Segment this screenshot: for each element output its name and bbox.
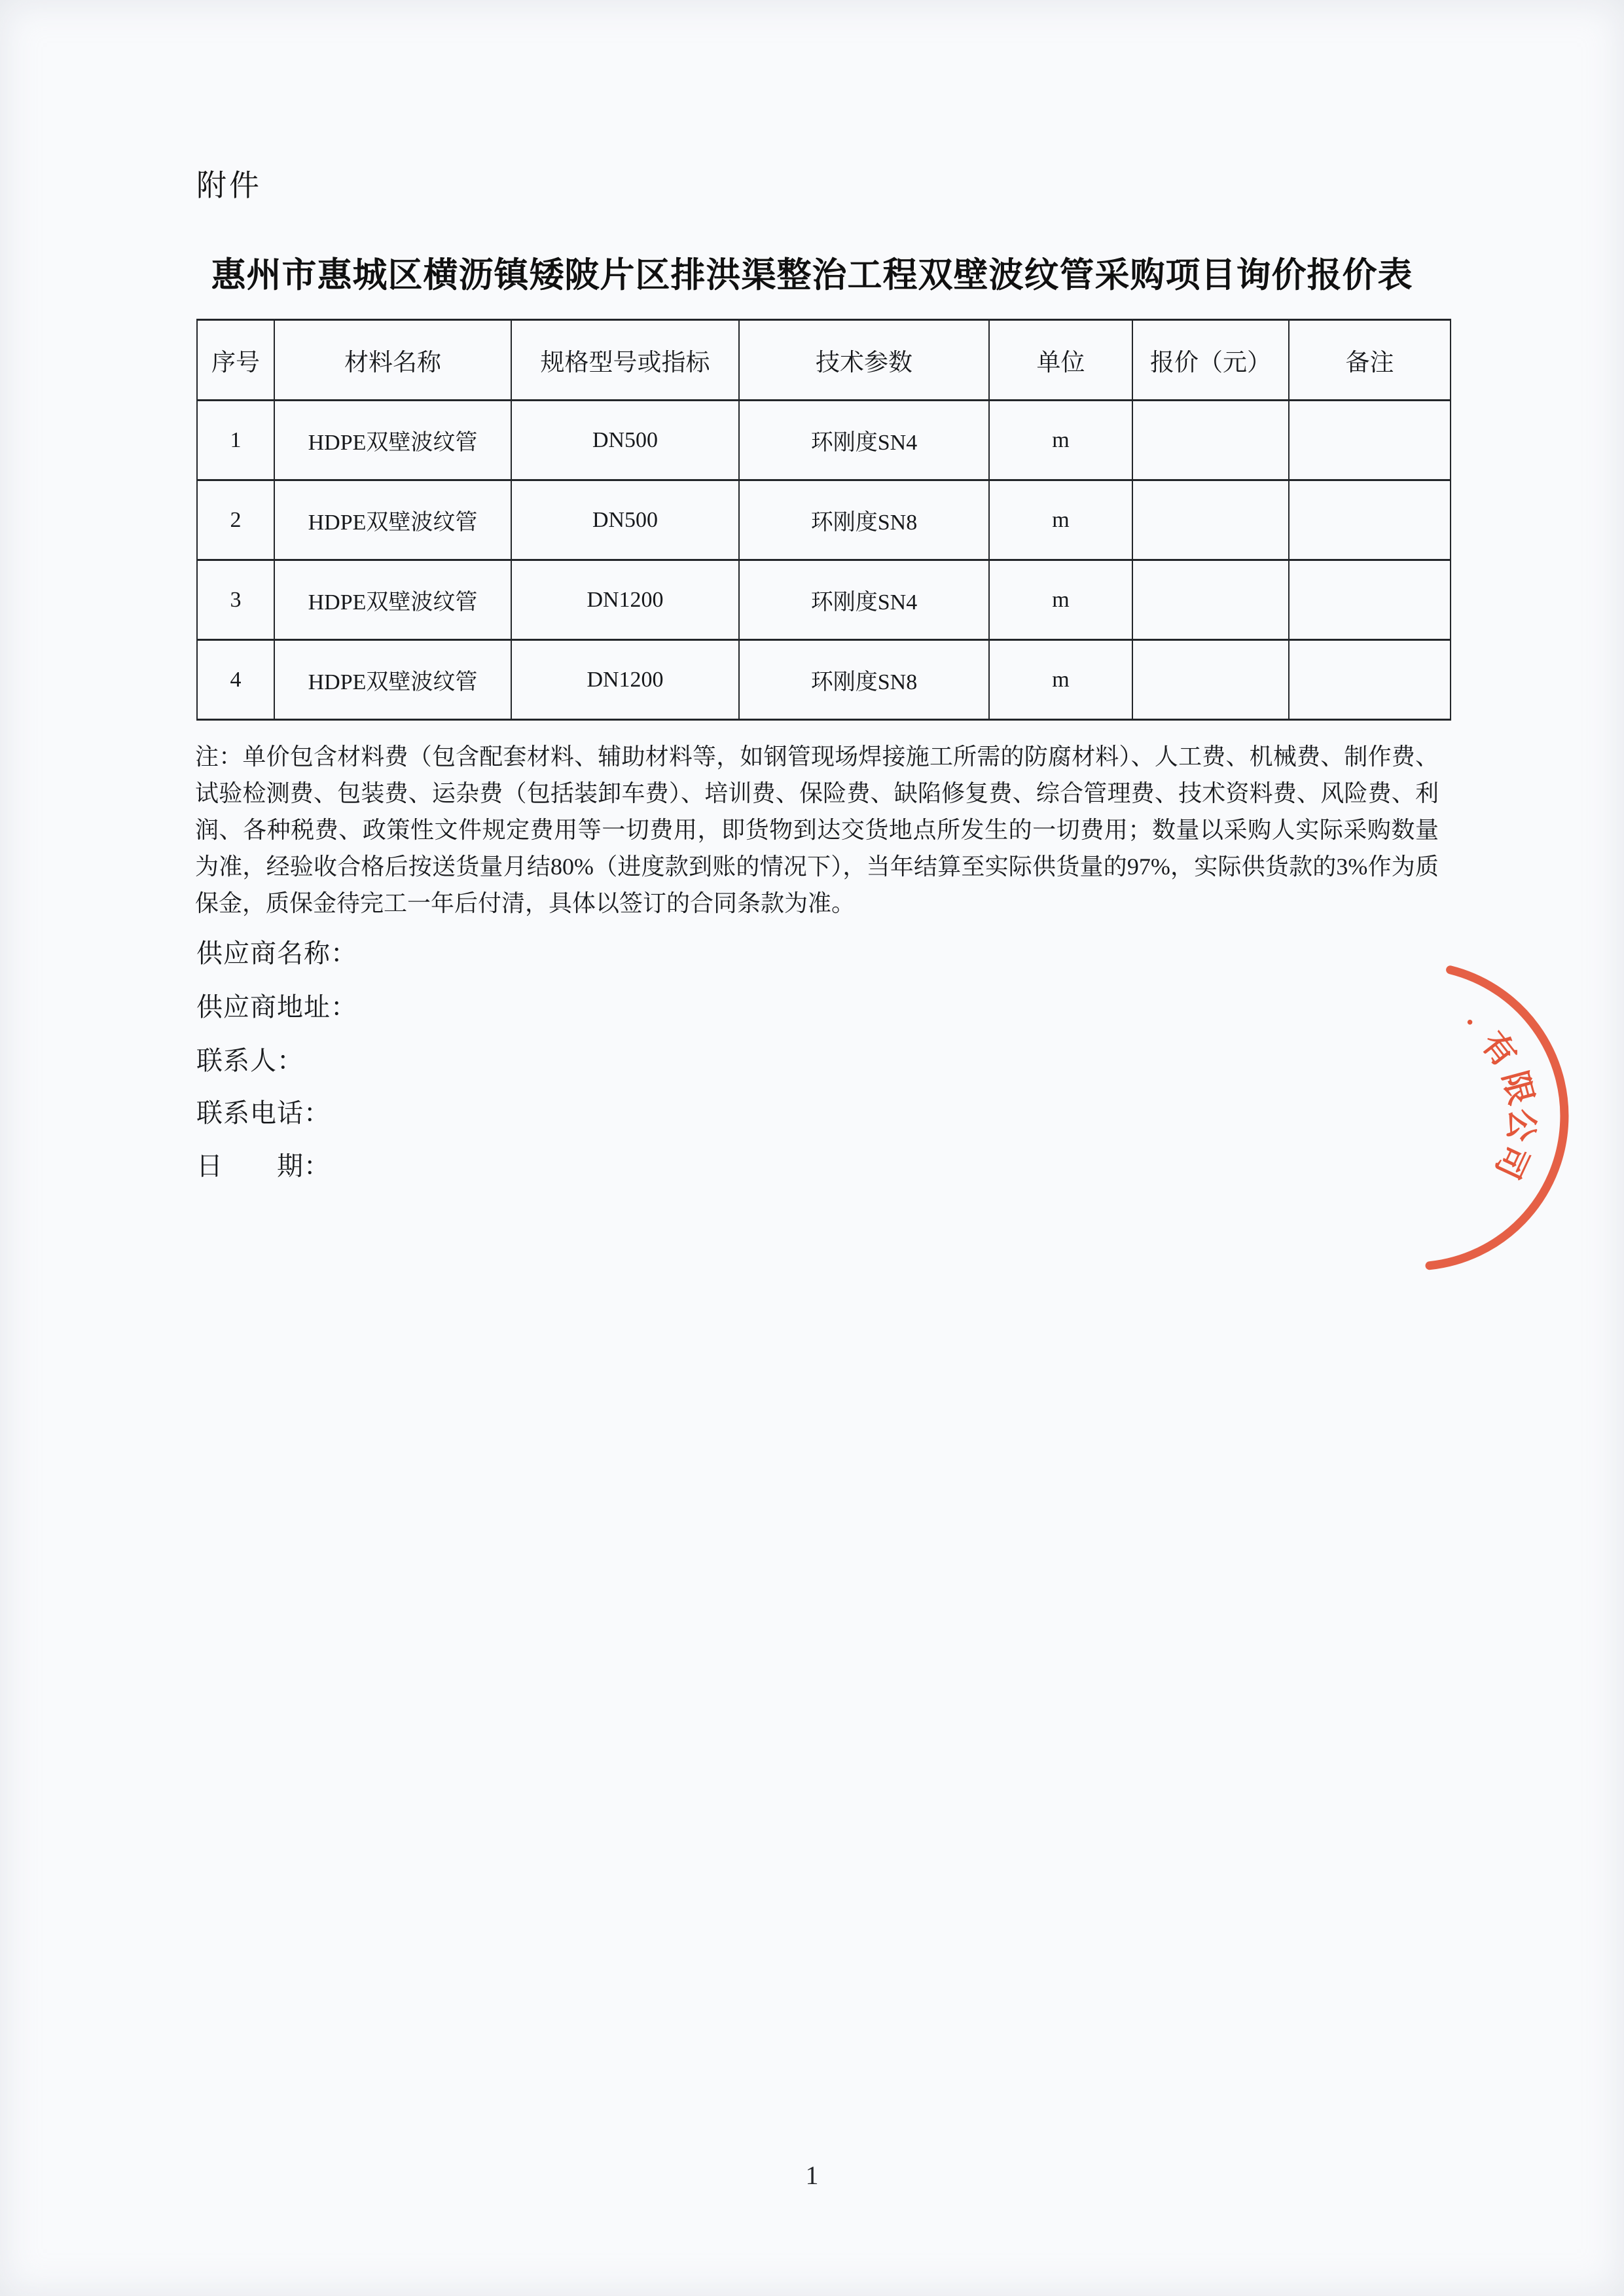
note-text: 注：单价包含材料费（包含配套材料、辅助材料等，如钢管现场焊接施工所需的防腐材料）、人工费、机械费、制作费、试验检测费、包装费、运杂费（包括装卸车费）、培训费、保险费、缺陷修复费、综合管理费、技术资料费、风险费、利润、各种税费、政策性文件规定费用等一切费用，即货物到达交货地点所发生的一切费用；数量以采购人实际采购数量为准，经验收合格后按送货量月结80%（进度款到账的情况下），当年结算至实际供货量的97%，实际供货款的3%作为质保金，质保金待完工一年后付清，具体以签订的合同条款为准。: [195, 744, 1439, 916]
supplier-name-field: 供应商名称：: [196, 939, 357, 968]
serial-cell: 4: [197, 640, 274, 720]
unit-cell: m: [989, 401, 1132, 480]
stamp-char: 有: [1474, 1025, 1524, 1073]
stamp-dot: ·: [1457, 1005, 1483, 1039]
document-title: 惠州市惠城区横沥镇矮陂片区排洪渠整治工程双壁波纹管采购项目询价报价表: [211, 257, 1413, 295]
table-header-row: [197, 320, 1451, 401]
column-header-tech: 技术参数: [739, 320, 989, 401]
price-cell: [1132, 480, 1289, 560]
column-header-price: 报价（元）: [1132, 320, 1289, 401]
column-header-unit: 单位: [989, 320, 1132, 401]
column-header-serial: 序号: [197, 320, 274, 401]
material-cell: HDPE双壁波纹管: [274, 480, 511, 560]
tech-cell: 环刚度SN4: [739, 560, 989, 640]
stamp-arc: [1430, 970, 1564, 1266]
price-cell: [1132, 640, 1289, 720]
table-row: [197, 640, 1451, 720]
remark-cell: [1289, 480, 1451, 560]
contact-person-field: 联系人：: [196, 1046, 304, 1075]
table-row: [197, 401, 1451, 480]
serial-cell: 3: [197, 560, 274, 640]
company-stamp: [1244, 946, 1584, 1286]
column-header-spec: 规格型号或指标: [511, 320, 739, 401]
page-number: 1: [805, 2161, 819, 2190]
unit-cell: m: [989, 640, 1132, 720]
material-cell: HDPE双壁波纹管: [274, 560, 511, 640]
price-cell: [1132, 401, 1289, 480]
stamp-char: 限: [1496, 1067, 1540, 1109]
spec-cell: DN500: [511, 480, 739, 560]
quotation-table: [196, 319, 1451, 721]
supplier-address-field: 供应商地址：: [196, 992, 357, 1022]
column-header-material: 材料名称: [274, 320, 511, 401]
serial-cell: 2: [197, 480, 274, 560]
stamp-char: 司: [1489, 1139, 1536, 1185]
unit-cell: m: [989, 480, 1132, 560]
tech-cell: 环刚度SN4: [739, 401, 989, 480]
remark-cell: [1289, 560, 1451, 640]
serial-cell: 1: [197, 401, 274, 480]
contact-phone-field: 联系电话：: [196, 1098, 331, 1128]
spec-cell: DN1200: [511, 560, 739, 640]
unit-cell: m: [989, 560, 1132, 640]
price-cell: [1132, 560, 1289, 640]
spec-cell: DN500: [511, 401, 739, 480]
spec-cell: DN1200: [511, 640, 739, 720]
remark-cell: [1289, 640, 1451, 720]
table-row: [197, 560, 1451, 640]
column-header-remark: 备注: [1289, 320, 1451, 401]
date-field: 日 期：: [196, 1151, 331, 1181]
tech-cell: 环刚度SN8: [739, 640, 989, 720]
attachment-label: 附件: [196, 169, 262, 202]
table-row: [197, 480, 1451, 560]
material-cell: HDPE双壁波纹管: [274, 640, 511, 720]
remark-cell: [1289, 401, 1451, 480]
material-cell: HDPE双壁波纹管: [274, 401, 511, 480]
stamp-char: 公: [1501, 1107, 1542, 1143]
tech-cell: 环刚度SN8: [739, 480, 989, 560]
